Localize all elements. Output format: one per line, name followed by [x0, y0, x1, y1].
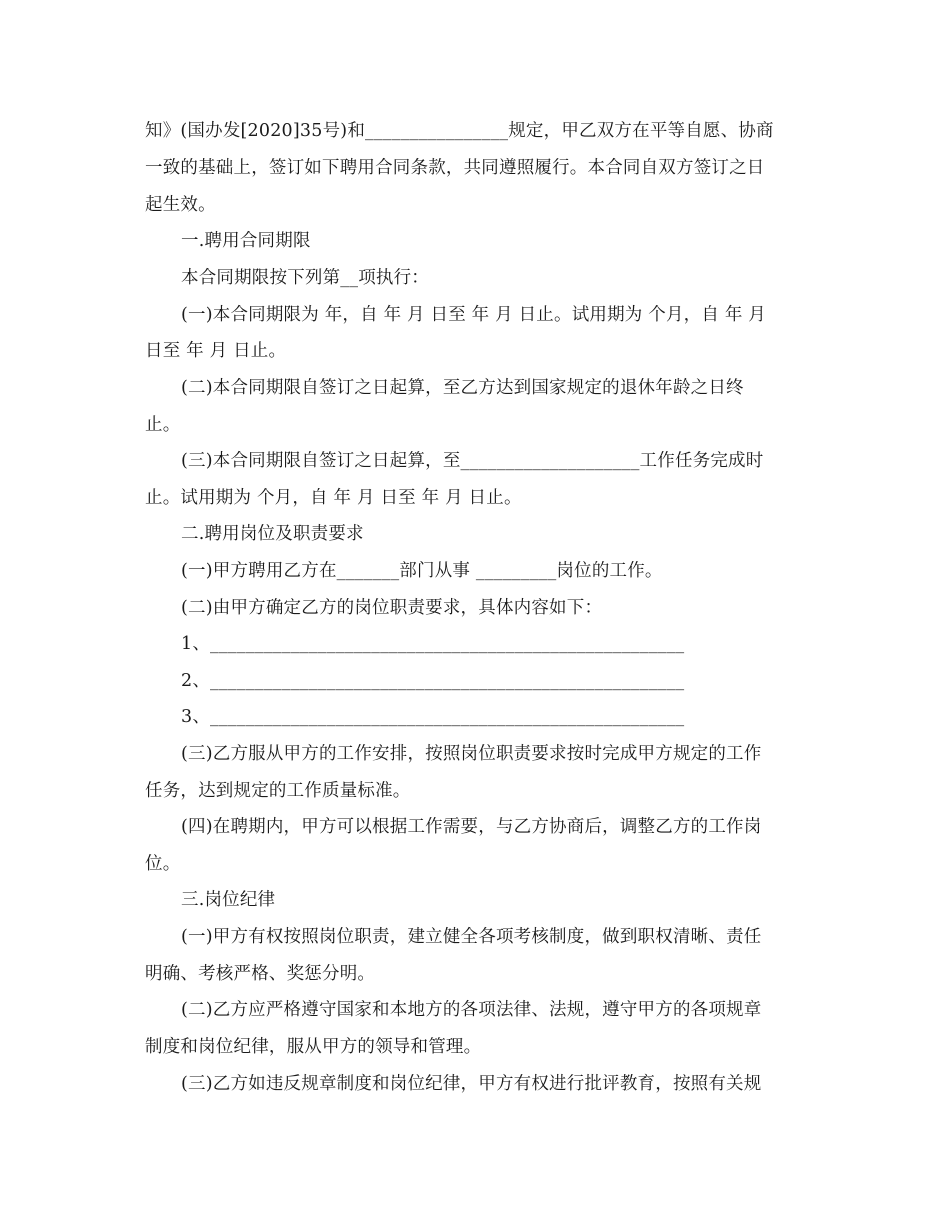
text-line: 明确、考核严格、奖惩分明。	[145, 964, 376, 984]
text-line: (一)甲方聘用乙方在_______部门从事 _________岗位的工作。	[181, 561, 663, 581]
text-line: (二)本合同期限自签订之日起算，至乙方达到国家规定的退休年龄之日终	[181, 378, 744, 398]
text-line: (三)本合同期限自签订之日起算，至____________________工作任务完成时	[181, 451, 764, 471]
text-line: (二)乙方应严格遵守国家和本地方的各项法律、法规，遵守甲方的各项规章	[181, 1000, 762, 1020]
text-line: (一)甲方有权按照岗位职责，建立健全各项考核制度，做到职权清晰、责任	[181, 927, 762, 947]
text-line: 止。试用期为 个月，自 年 月 日至 年 月 日止。	[145, 488, 522, 508]
text-line: 起生效。	[145, 195, 216, 215]
text-line: (四)在聘期内，甲方可以根据工作需要，与乙方协商后，调整乙方的工作岗	[181, 817, 762, 837]
list-item: 2、_____________________________________________________	[181, 671, 685, 691]
document-page	[145, 0, 805, 1230]
list-item: 3、_____________________________________________________	[181, 707, 685, 727]
text-line: 任务，达到规定的工作质量标准。	[145, 781, 411, 801]
text-line: 止。	[145, 415, 181, 435]
text-line: 位。	[145, 854, 181, 874]
text-line: 一致的基础上，签订如下聘用合同条款，共同遵照履行。本合同自双方签订之日	[145, 158, 765, 178]
text-line: 本合同期限按下列第__项执行：	[181, 268, 429, 288]
section-heading: 二.聘用岗位及职责要求	[181, 524, 364, 544]
text-line: 知》(国办发[2020]35号)和________________规定，甲乙双方在平等自愿、协商	[145, 121, 774, 141]
text-line: 制度和岗位纪律，服从甲方的领导和管理。	[145, 1037, 482, 1057]
text-line: (三)乙方服从甲方的工作安排，按照岗位职责要求按时完成甲方规定的工作	[181, 744, 762, 764]
section-heading: 三.岗位纪律	[181, 890, 276, 910]
text-line: (二)由甲方确定乙方的岗位职责要求，具体内容如下：	[181, 598, 603, 618]
text-line: 日至 年 月 日止。	[145, 341, 287, 361]
list-item: 1、_____________________________________________________	[181, 634, 685, 654]
text-line: (三)乙方如违反规章制度和岗位纪律，甲方有权进行批评教育，按照有关规	[181, 1074, 762, 1094]
text-line: (一)本合同期限为 年，自 年 月 日至 年 月 日止。试用期为 个月，自 年 月	[181, 305, 766, 325]
section-heading: 一.聘用合同期限	[181, 231, 311, 251]
